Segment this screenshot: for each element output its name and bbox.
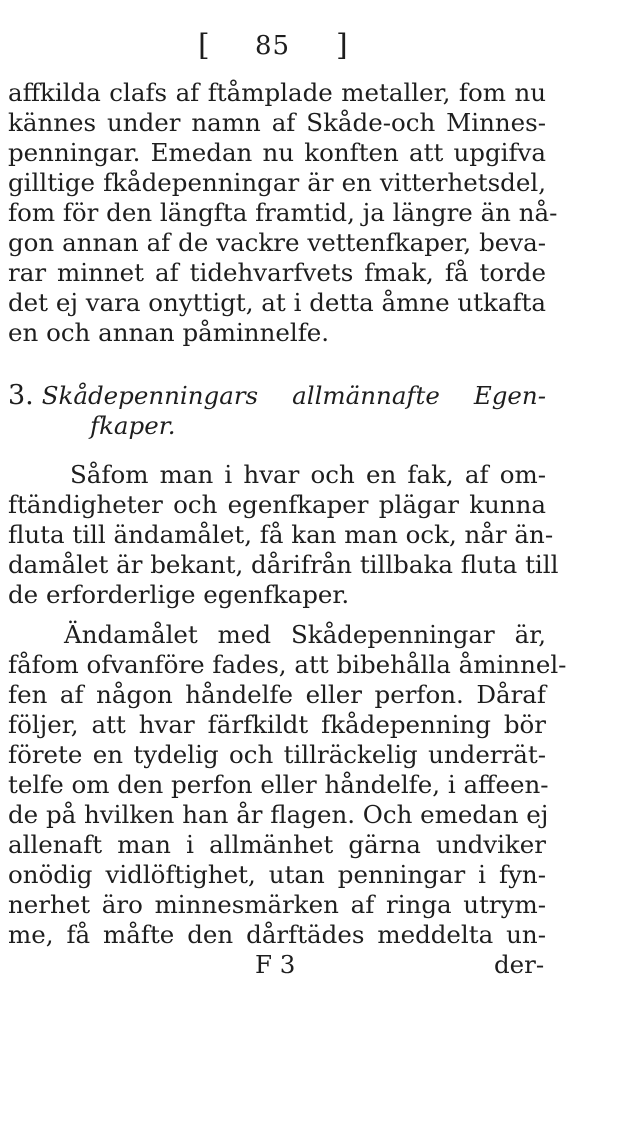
text-line: telfe om den perfon eller håndelfe, i affeen- <box>8 770 549 799</box>
text-line: fåfom ofvanföre fades, att bibehålla åminnel- <box>8 650 567 679</box>
text-line: fluta till ändamålet, få kan man ock, når än- <box>8 520 554 549</box>
text-line: gon annan af de vackre vettenfkaper, beva- <box>8 228 546 257</box>
right-bracket: ] <box>336 28 348 63</box>
catchword: der- <box>494 950 545 979</box>
text-line: allenaft man i allmänhet gärna undviker <box>8 830 546 859</box>
text-line: Ändamålet med Skådepenningar är, <box>64 620 546 649</box>
page-header <box>0 26 637 66</box>
page-footer <box>0 948 637 982</box>
section-title: Skådepenningars allmännafte Egen- <box>41 381 546 410</box>
text-line: följer, att hvar färfkildt fkådepenning bör <box>8 710 546 739</box>
text-line: fen af någon håndelfe eller perfon. Dåraf <box>8 680 546 709</box>
text-line: penningar. Emedan nu konften att upgifva <box>8 138 546 167</box>
text-line: en och annan påminnelfe. <box>8 318 330 347</box>
page-number: 85 <box>255 31 291 61</box>
text-line: kännes under namn af Skåde-och Minnes- <box>8 108 546 137</box>
signature-mark: F 3 <box>255 950 296 979</box>
text-line: de på hvilken han år flagen. Och emedan ej <box>8 800 549 829</box>
text-line: de erforderlige egenfkaper. <box>8 580 350 609</box>
text-line: Såfom man i hvar och en fak, af om- <box>70 460 546 489</box>
section-title-continued: fkaper. <box>90 411 176 440</box>
text-line: det ej vara onyttigt, at i detta åmne utkafta <box>8 288 546 317</box>
text-line: onödig vidlöftighet, utan penningar i fyn- <box>8 860 546 889</box>
text-line: me, få måfte den dårftädes meddelta un- <box>8 920 546 949</box>
text-line: damålet är bekant, dårifrån tillbaka fluta till <box>8 550 559 579</box>
text-line: nerhet äro minnesmärken af ringa utrym- <box>8 890 546 919</box>
text-line: rar minnet af tidehvarfvets fmak, få torde <box>8 258 546 287</box>
section-heading <box>8 380 546 412</box>
text-line: affkilda clafs af ftåmplade metaller, fom nu <box>8 78 546 107</box>
text-line: ftändigheter och egenfkaper plägar kunna <box>8 490 546 519</box>
text-line: förete en tydelig och tillräckelig underrät- <box>8 740 546 769</box>
section-number: 3. <box>8 380 34 411</box>
text-line: gilltige fkådepenningar är en vitterhetsdel, <box>8 168 546 197</box>
text-line: fom för den längfta framtid, ja längre än nå- <box>8 198 558 227</box>
left-bracket: [ <box>198 28 210 63</box>
